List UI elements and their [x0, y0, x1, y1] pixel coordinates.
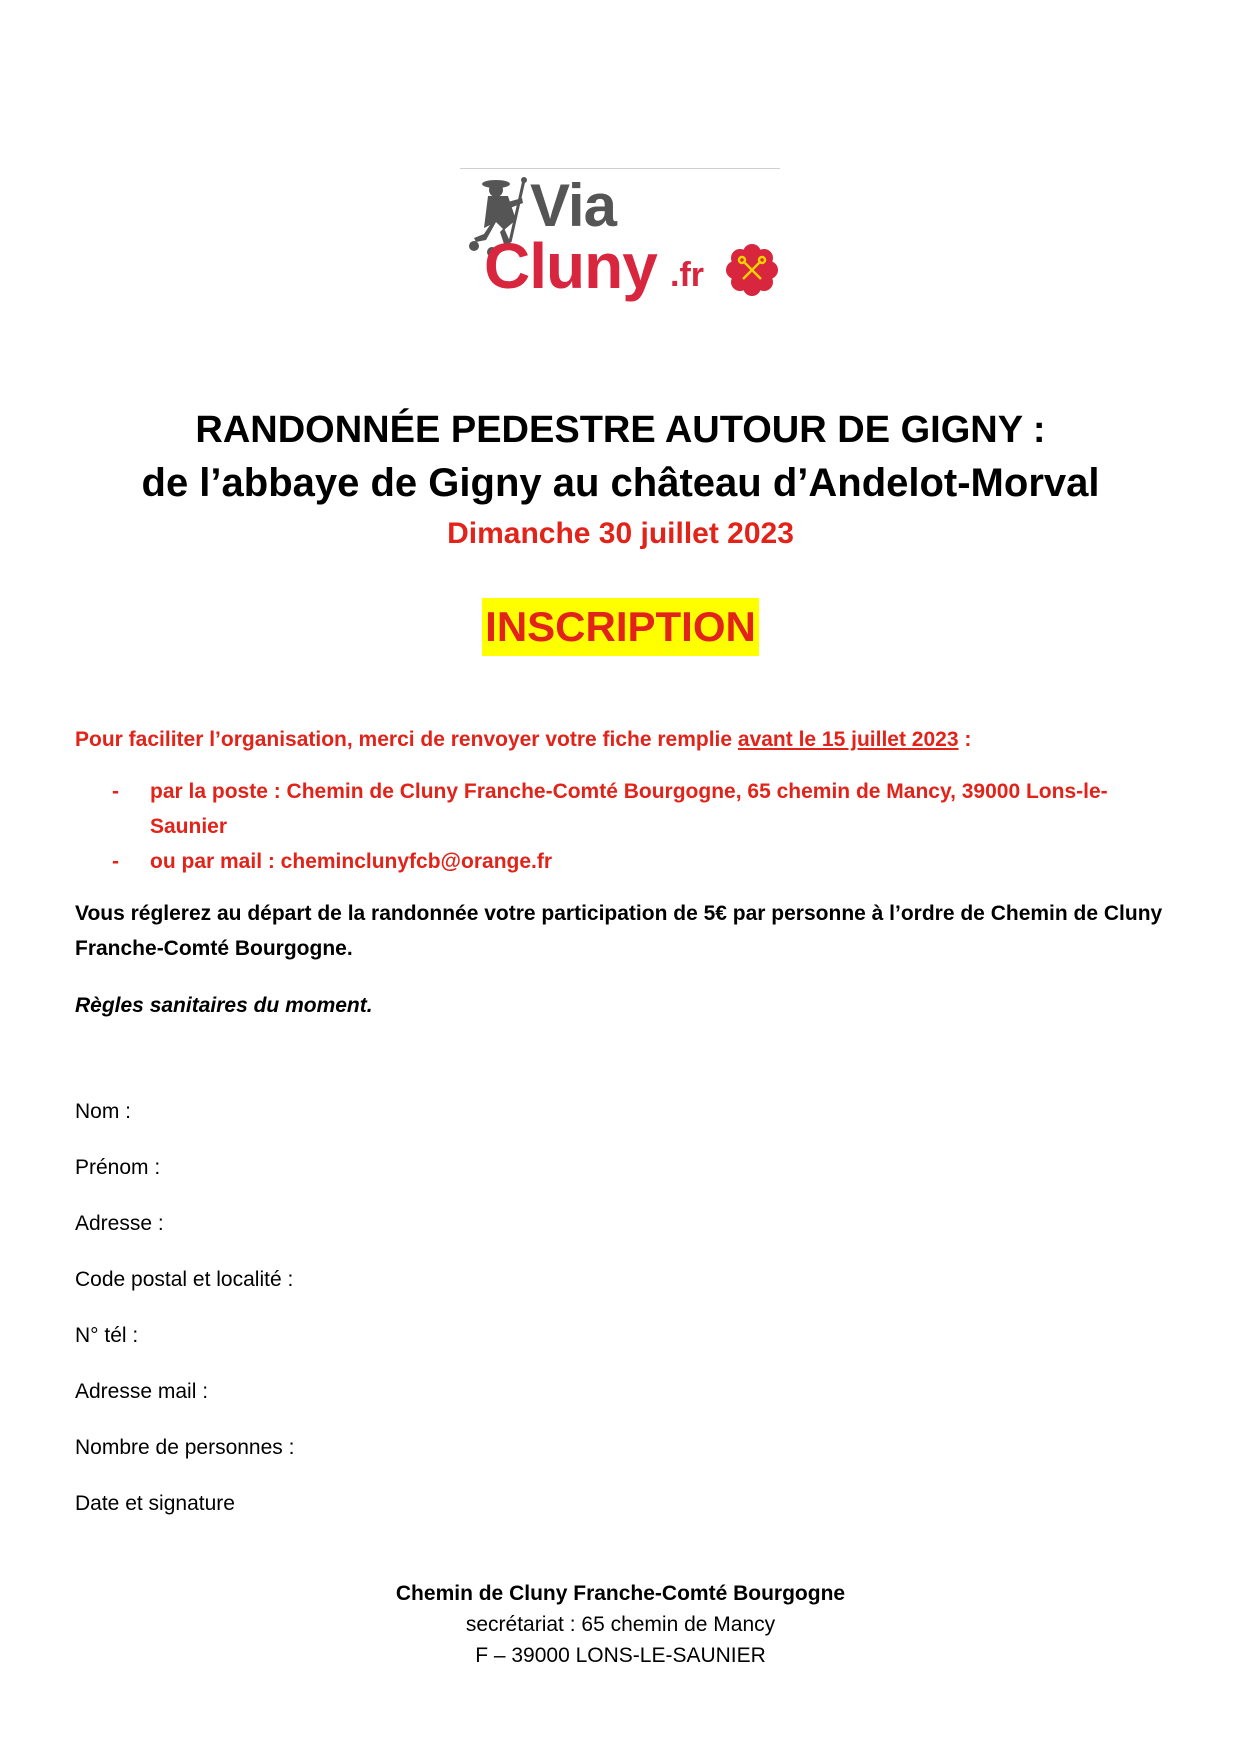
field-nombre-personnes-label: Nombre de personnes : [75, 1436, 295, 1459]
field-telephone-label: N° tél : [75, 1324, 139, 1347]
deadline-text: avant le 15 juillet 2023 [737, 728, 959, 751]
field-adresse-label: Adresse : [75, 1212, 164, 1235]
payment-note: Vous réglerez au départ de la randonnée votre participation de 5€ par personne à l’ordre de Chemin de Cluny Franche-Comté Bourgogne. [75, 902, 1163, 960]
sanitary-note: Règles sanitaires du moment. [75, 994, 373, 1017]
inscription-banner [0, 598, 1241, 656]
field-email-label: Adresse mail : [75, 1380, 209, 1403]
field-prenom-label: Prénom : [75, 1156, 161, 1179]
field-code-postal-label: Code postal et localité : [75, 1268, 294, 1291]
cluny-keys-flower-icon [726, 244, 778, 296]
logo-via-text: Via [530, 172, 616, 239]
via-cluny-logo [460, 168, 780, 308]
field-nom-label: Nom : [75, 1100, 132, 1123]
footer-address: secrétariat : 65 chemin de Mancy [465, 1613, 776, 1636]
field-date-signature-label: Date et signature [75, 1492, 235, 1515]
return-instructions [75, 722, 1165, 757]
intro-text: Pour faciliter l’organisation, merci de renvoyer votre fiche remplie [75, 728, 738, 751]
email-option-text: ou par mail : cheminclunyfcb@orange.fr [150, 850, 553, 873]
logo-top-rule [460, 168, 780, 169]
event-subtitle: de l’abbaye de Gigny au château d’Andelot-Morval [141, 461, 1100, 505]
event-title: RANDONNÉE PEDESTRE AUTOUR DE GIGNY : [195, 409, 1046, 451]
postal-option-text: par la poste : Chemin de Cluny Franche-Comté Bourgogne, 65 chemin de Mancy, 39000 Lons-le-Saunier [150, 780, 1108, 838]
bullet-dash: - [112, 850, 119, 873]
logo-fr-text: .fr [670, 256, 704, 294]
event-date: Dimanche 30 juillet 2023 [447, 517, 794, 550]
bullet-dash: - [112, 780, 119, 803]
footer-organization: Chemin de Cluny Franche-Comté Bourgogne [395, 1582, 846, 1605]
intro-colon: : [958, 728, 972, 751]
footer-city: F – 39000 LONS-LE-SAUNIER [475, 1644, 766, 1667]
logo-cluny-text: Cluny [484, 230, 657, 302]
inscription-label: INSCRIPTION [482, 598, 759, 656]
